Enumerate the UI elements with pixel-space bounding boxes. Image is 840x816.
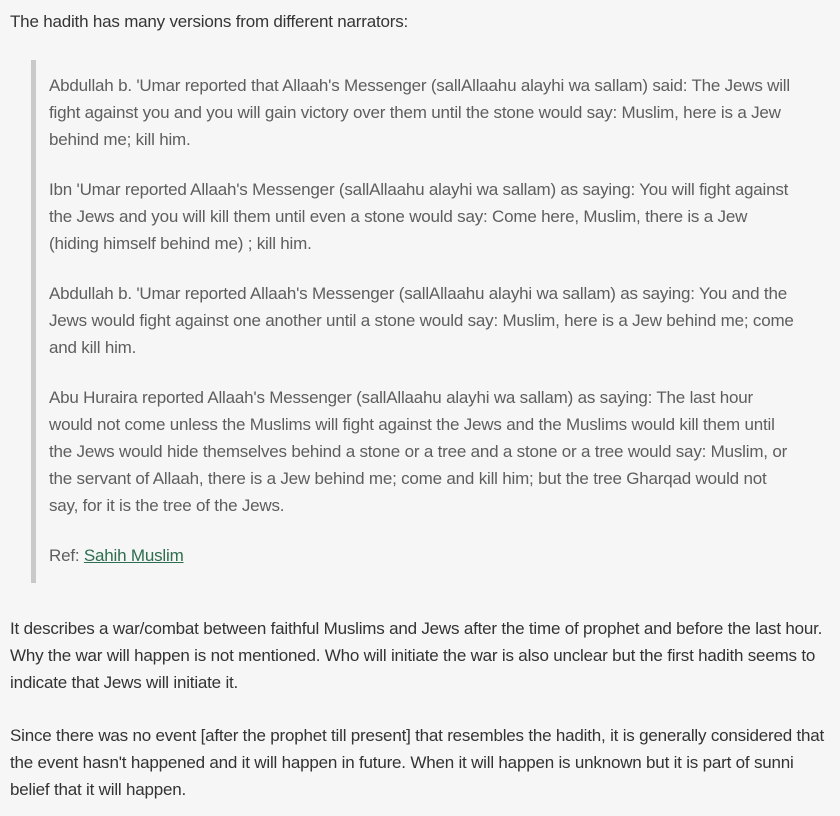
hadith-version-3: Abdullah b. 'Umar reported Allaah's Messenger (sallAllaahu alayhi wa sallam) as saying: You and the Jews would fight against one another until a stone would say: Muslim, here is a Jew behind me; come and kill him. <box>49 284 794 357</box>
hadith-version-4: Abu Huraira reported Allaah's Messenger (sallAllaahu alayhi wa sallam) as saying: The last hour would not come unless the Muslims will fight against the Jews and the Muslims would kill them until the Jews would hide themselves behind a stone or a tree and a stone or a tree would say: Muslim, or the servant of Allaah, there is a Jew behind me; come and kill him; but the tree Gharqad would not say, for it is the tree of the Jews. <box>49 388 788 515</box>
reference-line <box>49 542 800 569</box>
sahih-muslim-link[interactable]: Sahih Muslim <box>83 546 184 565</box>
intro-text: The hadith has many versions from different narrators: <box>10 12 409 31</box>
hadith-blockquote <box>31 60 800 583</box>
commentary-paragraph-2: Since there was no event [after the prophet till present] that resembles the hadith, it is generally considered that the event hasn't happened and it will happen in future. When it will happen is unknown but it is part of sunni belief that it will happen. <box>10 726 825 799</box>
hadith-version-1: Abdullah b. 'Umar reported that Allaah's Messenger (sallAllaahu alayhi wa sallam) said: The Jews will fight against you and you will gain victory over them until the stone would say: Muslim, here is a Jew behind me; kill him. <box>49 76 790 149</box>
commentary-paragraph-1: It describes a war/combat between faithful Muslims and Jews after the time of prophet and before the last hour. Why the war will happen is not mentioned. Who will initiate the war is also unclear but the first hadith seems to indicate that Jews will initiate it. <box>10 619 823 692</box>
reference-label: Ref: <box>49 546 84 565</box>
commentary-section <box>10 615 830 803</box>
hadith-version-2: Ibn 'Umar reported Allaah's Messenger (sallAllaahu alayhi wa sallam) as saying: You will fight against the Jews and you will kill them until even a stone would say: Come here, Muslim, there is a Jew (hiding himself behind me) ; kill him. <box>49 180 789 253</box>
